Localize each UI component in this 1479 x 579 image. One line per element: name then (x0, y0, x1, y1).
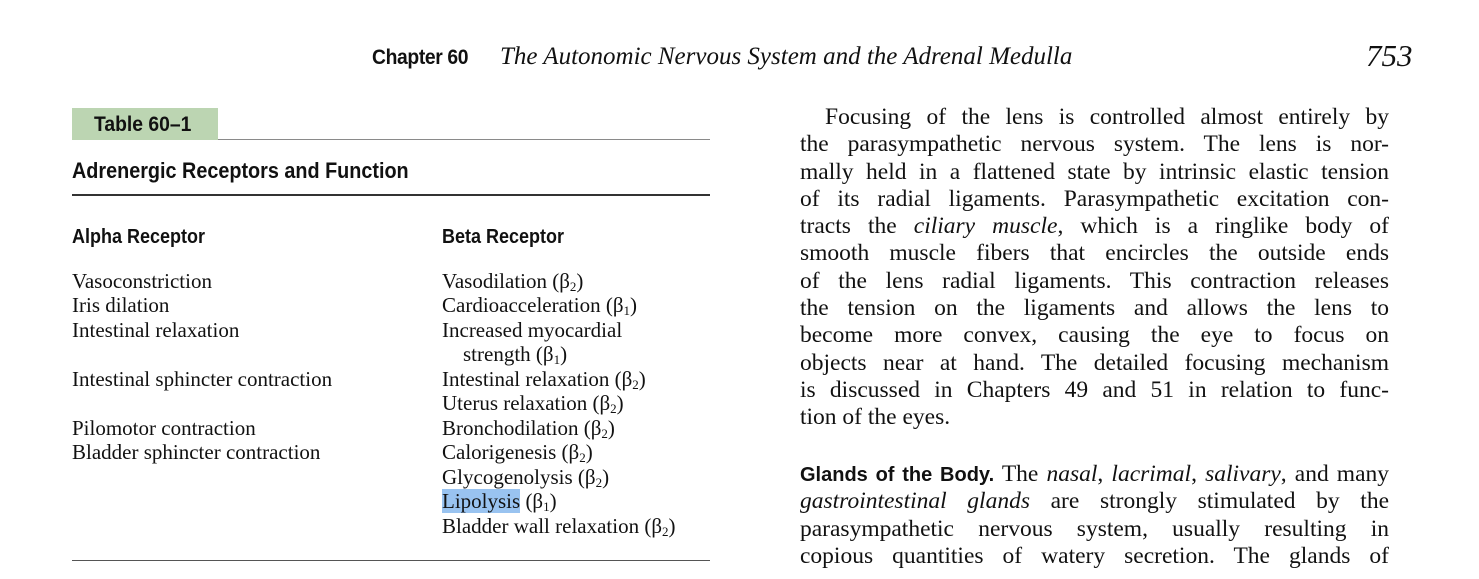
beta-row: Vasodilation $(\beta_2)$ (442, 269, 584, 294)
table-header-rule (72, 194, 710, 196)
text-line: gastrointestinal glands are strongly stimulated by the (800, 488, 1390, 515)
section-subheading: Glands of the Body. (800, 464, 995, 486)
table-top-rule (218, 139, 710, 140)
alpha-row: Intestinal relaxation (72, 318, 240, 342)
text-line: copious quantities of watery secretion. The glands of (800, 542, 1389, 569)
text-line: the parasympathetic nervous system. The lens is nor- (800, 131, 1389, 158)
text-line: objects near at hand. The detailed focusing mechanism (800, 349, 1389, 376)
alpha-row: Vasoconstriction (72, 269, 212, 293)
text-line: become more convex, causing the eye to focus on (800, 322, 1389, 349)
text-line: parasympathetic nervous system, usually resulting in (800, 515, 1389, 542)
emphasis-term: ciliary muscle (913, 213, 1058, 240)
table-title: Adrenergic Receptors and Function (72, 158, 409, 183)
beta-row-continuation: strength $(\beta_1)$ (463, 342, 568, 367)
text-line: mally held in a flattened state by intrinsic elastic tension (800, 158, 1389, 185)
text-line: the tension on the ligaments and allows the lens to (800, 295, 1389, 322)
beta-row: Bronchodilation $(\beta_2)$ (442, 416, 615, 441)
text-line: Glands of the Body. The nasal, lacrimal, salivary, and many (800, 461, 1390, 487)
alpha-row: Iris dilation (72, 293, 170, 317)
table-label: Table 60–1 (94, 113, 192, 136)
column-header-beta: Beta Receptor (442, 226, 565, 248)
running-header-chapter: Chapter 60 (372, 46, 469, 69)
alpha-row: Intestinal sphincter contraction (72, 367, 333, 391)
text-line: smooth muscle fibers that encircles the outside ends (800, 240, 1389, 267)
text-line: of the lens radial ligaments. This contraction releases (800, 267, 1389, 294)
beta-row: Glycogenolysis $(\beta_2)$ (442, 465, 610, 490)
beta-row: Lipolysis $(\beta_1)$ (442, 489, 557, 514)
text-line: of its radial ligaments. Parasympathetic excitation con- (800, 185, 1389, 212)
table-label-tab (72, 108, 218, 140)
beta-row: Increased myocardial (442, 318, 623, 342)
beta-row: Cardioacceleration $(\beta_1)$ (442, 293, 638, 318)
body-paragraph-glands (800, 461, 1389, 570)
beta-row: Bladder wall relaxation $(\beta_2)$ (442, 514, 676, 539)
text-line: is discussed in Chapters 49 and 51 in relation to func- (800, 376, 1389, 403)
text-selection-highlight[interactable]: Lipolysis (442, 489, 521, 513)
alpha-row: Pilomotor contraction (72, 416, 256, 440)
column-header-alpha: Alpha Receptor (72, 226, 206, 248)
text-line: tracts the ciliary muscle, which is a ringlike body of (800, 213, 1389, 240)
text-line: Focusing of the lens is controlled almost entirely by (825, 104, 1389, 130)
running-header-title: The Autonomic Nervous System and the Adrenal Medulla (500, 43, 1073, 70)
table-bottom-rule (72, 560, 710, 561)
beta-row: Intestinal relaxation $(\beta_2)$ (442, 367, 646, 392)
beta-row: Calorigenesis $(\beta_2)$ (442, 440, 593, 465)
beta-row: Uterus relaxation $(\beta_2)$ (442, 391, 624, 416)
alpha-row: Bladder sphincter contraction (72, 440, 321, 464)
page-number: 753 (1366, 38, 1413, 73)
text-line: tion of the eyes. (800, 404, 951, 431)
body-paragraph-lens (800, 104, 1389, 432)
